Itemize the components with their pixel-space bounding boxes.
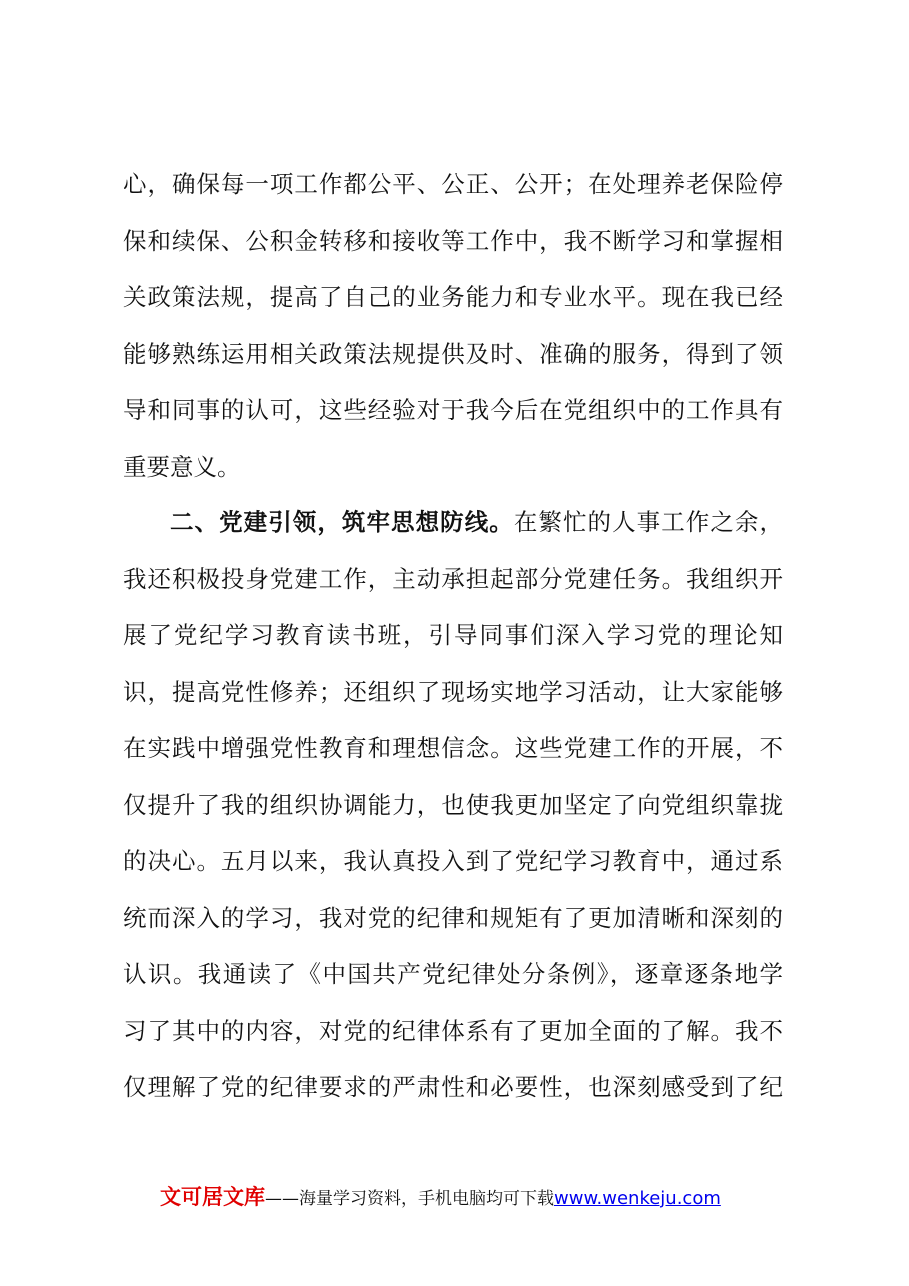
text-line: 我还积极投身党建工作，主动承担起部分党建任务。我组织开	[123, 564, 783, 593]
footer-dash: ——	[265, 1189, 299, 1209]
text-line: 认识。我通读了《中国共产党纪律处分条例》，逐章逐条地学	[123, 960, 783, 988]
paragraph-2-first-line	[123, 494, 783, 551]
text-line: 导和同事的认可，这些经验对于我今后在党组织中的工作具有	[123, 396, 783, 424]
text-line: 展了党纪学习教育读书班，引导同事们深入学习党的理论知	[123, 621, 783, 649]
text-line: 心，确保每一项工作都公平、公正、公开；在处理养老保险停	[123, 170, 783, 198]
text-line: 保和续保、公积金转移和接收等工作中，我不断学习和掌握相	[123, 226, 783, 255]
section-heading-continuation: 在繁忙的人事工作之余，	[513, 508, 783, 536]
paragraph-2	[123, 494, 783, 1116]
text-line: 统而深入的学习，我对党的纪律和规矩有了更加清晰和深刻的	[123, 903, 783, 932]
text-line: 的决心。五月以来，我认真投入到了党纪学习教育中，通过系	[123, 847, 783, 875]
text-line: 习了其中的内容，对党的纪律体系有了更加全面的了解。我不	[123, 1016, 783, 1045]
text-line: 仅提升了我的组织协调能力，也使我更加坚定了向党组织靠拢	[123, 790, 783, 819]
text-line: 重要意义。	[123, 452, 241, 481]
footer-website-link[interactable]: www.wenkeju.com	[554, 1188, 721, 1209]
text-line: 仅理解了党的纪律要求的严肃性和必要性，也深刻感受到了纪	[123, 1073, 783, 1101]
footer-brand: 文可居文库	[160, 1185, 265, 1209]
paragraph-1	[123, 156, 783, 495]
section-heading: 二、党建引领，筑牢思想防线。	[170, 508, 514, 536]
text-line: 关政策法规，提高了自己的业务能力和专业水平。现在我已经	[123, 283, 783, 311]
text-line: 在实践中增强党性教育和理想信念。这些党建工作的开展，不	[123, 734, 783, 762]
footer-banner	[160, 1181, 721, 1213]
text-line: 识，提高党性修养；还组织了现场实地学习活动，让大家能够	[123, 677, 783, 706]
text-line: 能够熟练运用相关政策法规提供及时、准确的服务，得到了领	[123, 339, 783, 368]
footer-slogan: 海量学习资料，手机电脑均可下载	[299, 1189, 554, 1209]
